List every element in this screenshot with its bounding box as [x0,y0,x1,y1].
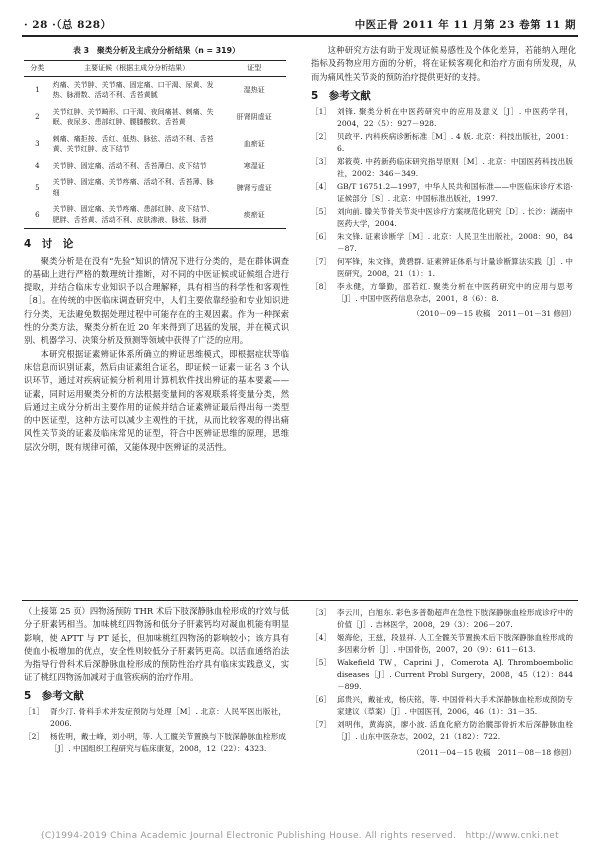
table-row [24,131,286,158]
reference-item: ［7］ 刘明伟，黄海滨，廖小波. 活血化瘀方防治髋部骨折术后深静脉血栓［J］. 山东中医杂志，2002，21（182）：722. [311,719,573,742]
reference-list [24,706,286,755]
row-symptoms: 关节肿、固定痛、关节疼痛、患部红肿、皮下结节、肥胖、舌苔黄、活动不利、皮肤渗液、脉弦、脉滑 [51,201,223,229]
row-type: 肝肾阴虚证 [236,113,272,122]
left-column-top [24,44,289,454]
table-row [24,104,286,131]
discussion-paragraph: 本研究根据证素辨证体系所确立的辨证思维模式，即根据症状等临床信息而识别证素，然后由证素组合证名，即证候－证素－证名 3 个认识环节，通过对疾病证候分析利用计算机软件找出辨证的基本要素——证素，同时运用聚类分析的方法根据变量间的客观联系将变量分类，然后通过主成分分析出主要作用的证候并结合证素辨证最后得出每一类型的中医证型，这种方法可以减少主观性的干扰，从而比较客观的得出痛风性关节炎的证素及临床常见的证型，符合中医辨证思维的原理，思维层次分明，既有规律可循，又能体现中医辨证的灵活性。 [24,348,289,452]
table-row [24,158,286,175]
discussion-heading: 4 讨 论 [24,238,74,251]
row-class: 3 [35,140,40,149]
reference-item: ［5］ 刘向前. 滕关节骨关节炎中医诊疗方案规范化研究［D］. 长沙：湖南中医药大学，2004. [311,206,573,229]
references-heading: 5 参考文献 [24,689,84,702]
table-caption: 表 3 聚类分析及主成分分析结果（n = 319） [73,46,240,55]
table-row [24,174,286,201]
col-header-symptoms: 主要证候（根据主成分分析结果） [51,61,223,77]
row-type: 血瘀证 [243,140,265,149]
reference-item: ［4］ 姬海伦，王兹，段显祥. 人工全髋关节置换术后下肢深静脉血栓形成的多因素分析［J］. 中国骨伤，2007，20（9）：611－613. [311,632,573,655]
row-symptoms: 关节红肿、关节畸形、口干渴、夜间痛甚、刺痛、失眠、夜尿多、患部红肿、腰膝酸软、舌苔黄 [52,107,214,127]
continued-paragraph: （上接第 25 页）四物汤预防 THR 术后下肢深静脉血栓形成的疗效与低分子肝素钙相当。加味桃红四物汤和低分子肝素钙均对凝血机能有明显影响，使 APTT 与 PT 延长，但加味桃红四物汤的影响较小；该方具有使血小板增加的优点，安全性则较低分子肝素钙更高。以活血通络治法为指导行骨科术后深静脉血栓形成的预防性治疗具有临床实践意义，实证了桃红四物汤加减对于血管疾病的治疗作用。 [24,606,289,683]
discussion-paragraph: 这种研究方法有助于发现证候易感性及个体化差异，若能纳入理化指标及药物应用方面的分析，将在证候客观化和治疗方面有所发现，从而为痛风性关节炎的预防治疗提供更好的支持。 [311,45,576,82]
reference-item: ［2］ 贝政平. 内科疾病诊断标准［M］. 4 版. 北京：科技出版社，2001：6. [311,132,573,154]
received-dates: （2011－04－15 收稿 2011－08－18 修回） [412,748,576,758]
row-class: 5 [35,183,40,192]
row-class: 4 [35,161,40,170]
row-symptoms: 关节肿、固定痛、关节疼痛、活动不利、舌苔薄、脉细 [52,178,214,197]
left-column-bottom [24,605,289,756]
row-class: 2 [35,113,40,122]
reference-item: ［1］ 胥少汀. 骨科手术并发症预防与处理［M］. 北京：人民军医出版社，2006. [24,707,286,729]
row-type: 痰瘀证 [223,201,286,229]
reference-item: ［8］ 李永健，方肇勤，邵若红. 聚类分析在中医药研究中的应用与思考［J］. 中国中医药信息杂志，2001，8（6）：8. [311,281,573,303]
row-class: 1 [35,86,40,95]
row-symptoms: 关节肿、固定痛、活动不利、舌苔薄白、皮下结节 [52,161,207,170]
row-type: 脾肾亏虚证 [236,183,272,192]
reference-item: ［5］ Wakefield TW，Caprini J，Comerota AJ. Thromboembolic diseases［J］. Current Probl Surgery，2008，45（12）：844－899. [311,657,573,692]
page-number: · 28 ·（总 828） [24,19,112,31]
reference-item: ［6］ 朱文锋. 证素诊断学［M］. 北京：人民卫生出版社，2008：90，84－87. [311,231,573,253]
continued-from-note: （上接第 25 页） [24,606,90,616]
received-dates: （2010－09－15 收稿 2011－01－31 修回） [412,308,576,318]
reference-item: ［7］ 何军锋，朱文锋，黄碧群. 证素辨证体系与计量诊断算法实践［J］. 中医研究，2008，21（1）：1. [311,256,573,278]
reference-item: ［3］ 李云川，白旭东. 彩色多普勒超声在急性下肢深静脉血栓形成诊疗中的价值［J］. 吉林医学，2008，29（3）：206－207. [311,608,573,630]
row-symptoms: 灼痛、关节肿、关节痛、固定痛、口干渴、尿黄、发热、脉滑数、活动不利、舌苔黄腻 [52,80,214,100]
journal-header: 中医正骨 2011 年 11 月第 23 卷第 11 期 [354,19,576,31]
table-row [24,76,286,104]
cluster-table [24,60,286,229]
reference-list [311,607,573,743]
col-header-class: 分类 [24,61,51,77]
reference-item: ［6］ 邱贵兴，戴祉戎，杨庆铭，等. 中国骨科大手术深静脉血栓形成预防专家建议（草案）［J］. 中国医刊，2006，46（1）：31－35. [311,694,573,717]
row-type: 湿热证 [243,86,265,95]
article-separator [22,600,578,601]
copyright-footer: (C)1994-2019 China Academic Journal Electronic Publishing House. All rights reserved. http://www.cnki.net [41,831,559,841]
row-class: 6 [24,201,51,229]
right-column-bottom [311,607,576,760]
reference-item: ［1］ 刘锋. 聚类分析在中医药研究中的应用及意义［J］. 中医药学刊，2004，22（5）：927－928. [311,107,573,129]
header-rule [22,35,578,37]
row-symptoms: 刺痛、痛拒按、舌红、低热、脉弦、活动不利、舌苔黄、关节红肿、皮下结节 [52,134,214,154]
reference-item: ［2］ 杨佐明，戴士峰，刘小明，等. 人工髋关节置换与下肢深静脉血栓形成［J］. 中国组织工程研究与临床康复，2008，12（22）：4323. [24,731,286,754]
references-heading: 5 参考文献 [311,89,371,102]
row-type: 寒湿证 [243,161,265,170]
reference-item: ［3］ 郑筱萸. 中药新药临床研究指导原则［M］. 北京：中国医药科技出版社，2002：346－349. [311,157,573,179]
reference-list [311,106,573,305]
col-header-type: 证型 [223,61,286,77]
right-column-top [311,44,576,592]
discussion-paragraph: 聚类分析是在没有“先验”知识的情况下进行分类的，是在群体调查的基础上进行严格的数理统计推断，对不同的中医证候或证候组合进行提取，并结合临床专业知识予以合理解释，具有相当的科学性和客观性［8］。在传统的中医临床调查研究中，人们主要依靠经验和专业知识进行分类，无法避免数据处理过程中可能存在的主观因素。作为一种探索性的分类方法，聚类分析在近 20 年来得到了迅猛的发展，并在模式识别、机器学习、决策分析及预测等领域中获得了广泛的应用。 [24,255,289,346]
reference-item: ［4］ GB/T 16751.2—1997，中华人民共和国标准——中医临床诊疗术语·证候部分［S］. 北京：中国标准出版社，1997. [311,181,573,204]
table-row [24,201,286,229]
